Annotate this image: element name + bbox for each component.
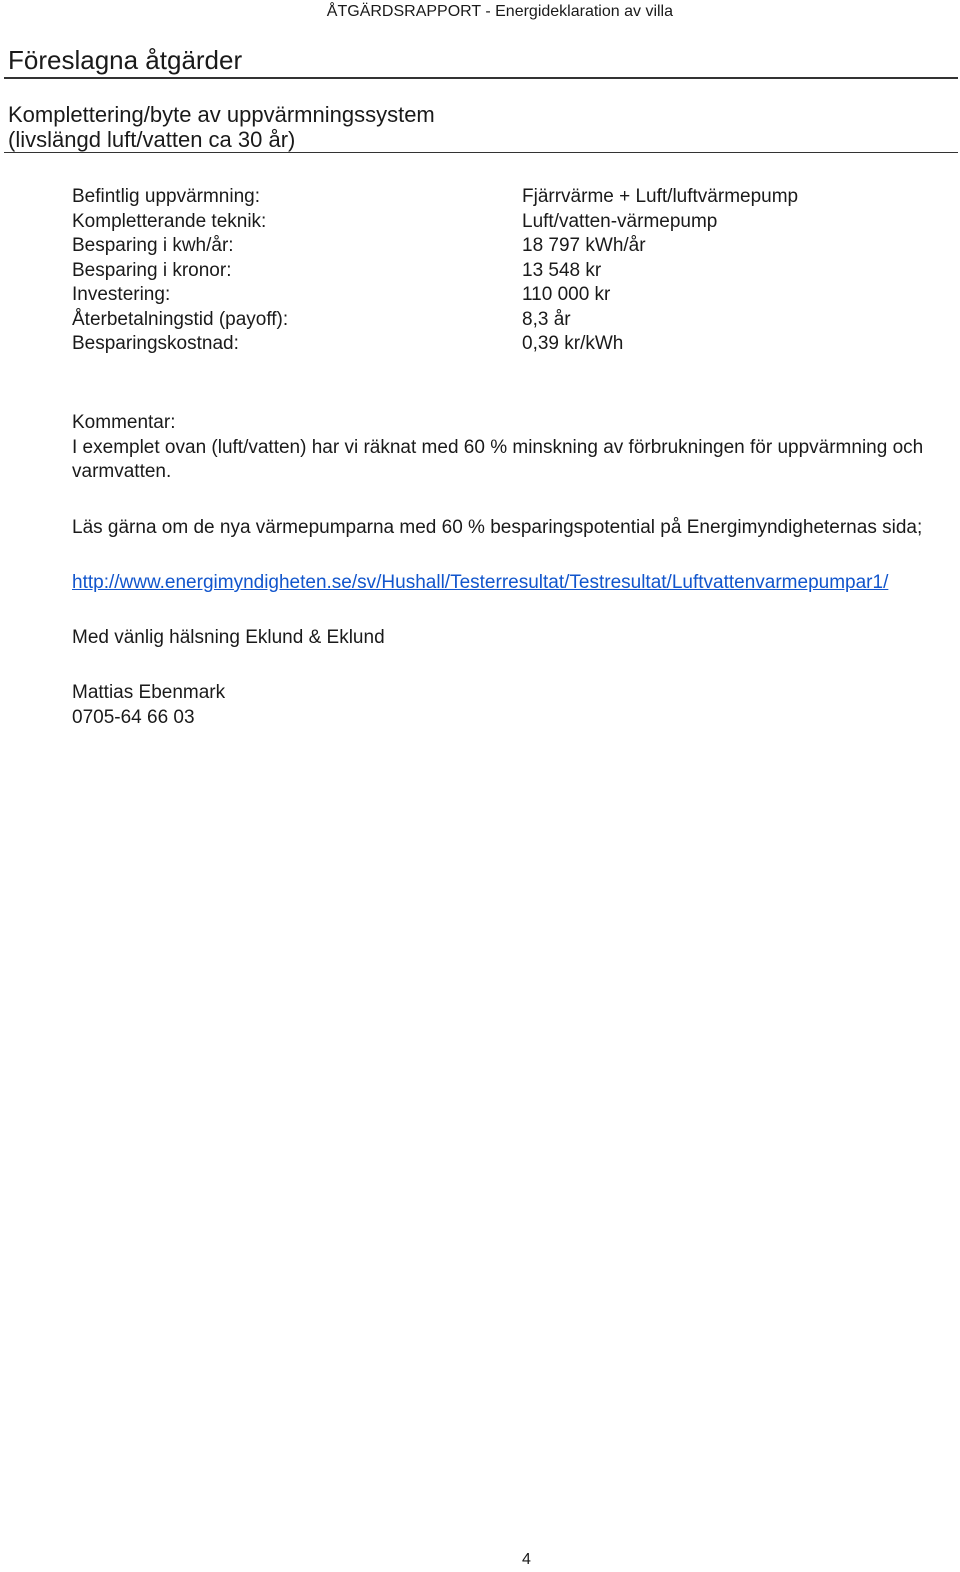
- facts-table: [72, 185, 798, 357]
- fact-value: Fjärrvärme + Luft/luftvärmepump: [522, 186, 799, 207]
- measure-title: [8, 102, 435, 152]
- fact-value: 13 548 kr: [522, 259, 602, 281]
- fact-row: [72, 210, 798, 235]
- signer-phone: 0705-64 66 03: [72, 706, 195, 728]
- fact-row: [72, 332, 798, 357]
- closing-greeting: Med vänlig hälsning Eklund & Eklund: [72, 626, 385, 648]
- report-header: ÅTGÄRDSRAPPORT - Energideklaration av villa: [326, 3, 673, 20]
- title-divider: [4, 77, 958, 79]
- fact-label: Kompletterande teknik:: [72, 210, 267, 232]
- energimyndigheten-link[interactable]: http://www.energimyndigheten.se/sv/Hushall/Testerresultat/Testresultat/Luftvattenvarmepumpar1/: [72, 572, 889, 593]
- fact-row: [72, 185, 798, 210]
- comment-heading: Kommentar:: [72, 412, 176, 433]
- signer-name: Mattias Ebenmark: [72, 682, 226, 703]
- fact-value: 0,39 kr/kWh: [522, 333, 624, 354]
- fact-row: [72, 234, 798, 259]
- measure-title-line2: (livslängd luft/vatten ca 30 år): [8, 127, 296, 152]
- fact-row: [72, 283, 798, 308]
- fact-value: 110 000 kr: [522, 284, 611, 305]
- fact-label: Besparing i kronor:: [72, 259, 232, 281]
- fact-label: Investering:: [72, 284, 171, 305]
- fact-row: [72, 308, 798, 333]
- read-more-text: Läs gärna om de nya värmepumparna med 60 % besparingspotential på Energimyndigheternas sida;: [72, 516, 923, 538]
- fact-row: [72, 259, 798, 284]
- fact-label: Befintlig uppvärmning:: [72, 186, 260, 207]
- fact-value: Luft/vatten-värmepump: [522, 210, 718, 232]
- fact-label: Återbetalningstid (payoff):: [72, 308, 289, 330]
- fact-value: 8,3 år: [522, 308, 571, 330]
- page-number: 4: [522, 1551, 531, 1568]
- page-title: Föreslagna åtgärder: [8, 45, 243, 75]
- comment-section: [72, 411, 932, 730]
- fact-value: 18 797 kWh/år: [522, 235, 646, 256]
- measure-title-line1: Komplettering/byte av uppvärmningssystem: [8, 102, 435, 127]
- fact-label: Besparing i kwh/år:: [72, 235, 234, 256]
- fact-label: Besparingskostnad:: [72, 333, 239, 354]
- measure-divider: [4, 152, 958, 153]
- comment-text: I exemplet ovan (luft/vatten) har vi räknat med 60 % minskning av förbrukningen för uppvärmning och varmvatten.: [72, 436, 924, 482]
